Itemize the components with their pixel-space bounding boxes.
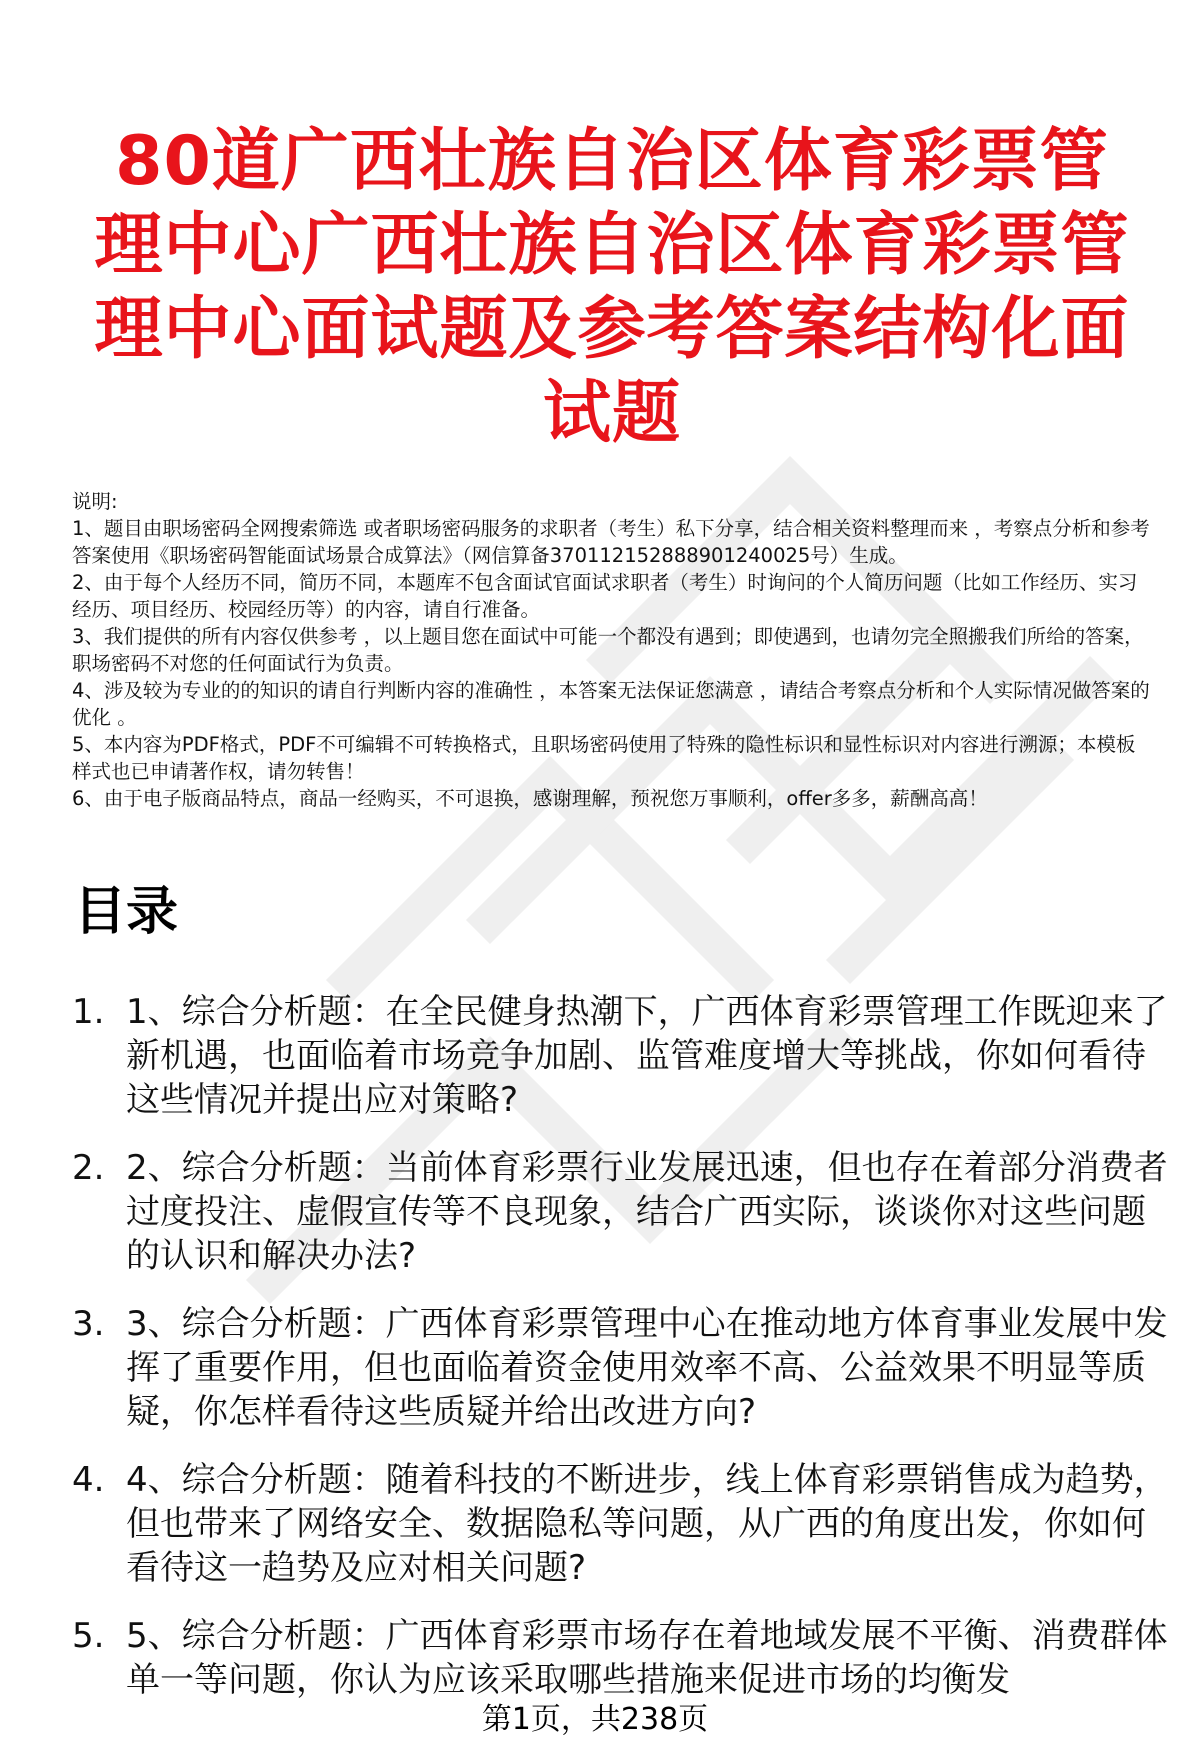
toc-item[interactable] <box>72 1458 1172 1590</box>
toc-item-number: 4. <box>72 1460 105 1500</box>
toc-item-text[interactable]: 5、综合分析题：广西体育彩票市场存在着地域发展不平衡、消费群体单一等问题，你认为应该采取哪些措施来促进市场的均衡发 <box>126 1616 1168 1700</box>
toc-item-text[interactable]: 3、综合分析题：广西体育彩票管理中心在推动地方体育事业发展中发挥了重要作用，但也面临着资金使用效率不高、公益效果不明显等质疑，你怎样看待这些质疑并给出改进方向? <box>126 1304 1168 1432</box>
note-item: 4、涉及较为专业的的知识的请自行判断内容的准确性 ，本答案无法保证您满意 ，请结合考察点分析和个人实际情况做答案的优化 。 <box>72 679 1150 729</box>
note-item: 6、由于电子版商品特点，商品一经购买，不可退换，感谢理解，预祝您万事顺利，offer多多，薪酬高高！ <box>72 787 988 810</box>
page-footer: 第1页，共238页 <box>481 1702 709 1737</box>
note-item: 3、我们提供的所有内容仅供参考 ，以上题目您在面试中可能一个都没有遇到；即使遇到，也请勿完全照搬我们所给的答案，职场密码不对您的任何面试行为负责。 <box>72 625 1144 675</box>
toc-item-number: 5. <box>72 1616 105 1656</box>
toc-item-text[interactable]: 2、综合分析题：当前体育彩票行业发展迅速，但也存在着部分消费者过度投注、虚假宣传等不良现象，结合广西实际，谈谈你对这些问题的认识和解决办法? <box>126 1148 1168 1276</box>
toc-item[interactable] <box>72 1614 1172 1702</box>
note-item: 5、本内容为PDF格式，PDF不可编辑不可转换格式，且职场密码使用了特殊的隐性标识和显性标识对内容进行溯源；本模板样式也已申请著作权，请勿转售！ <box>72 733 1136 783</box>
notes-heading: 说明: <box>72 490 118 513</box>
toc-item[interactable] <box>72 1302 1172 1434</box>
note-item: 1、题目由职场密码全网搜索筛选 或者职场密码服务的求职者（考生）私下分享，结合相关资料整理而来 ，考察点分析和参考答案使用《职场密码智能面试场景合成算法》（网信算备370112152888901240025号）生成。 <box>72 517 1150 567</box>
note-item: 2、由于每个人经历不同，简历不同，本题库不包含面试官面试求职者（考生）时询问的个人简历问题（比如工作经历、实习经历、项目经历、校园经历等）的内容，请自行准备。 <box>72 571 1138 621</box>
toc-item-text[interactable]: 1、综合分析题：在全民健身热潮下，广西体育彩票管理工作既迎来了新机遇，也面临着市场竞争加剧、监管难度增大等挑战，你如何看待这些情况并提出应对策略? <box>126 992 1168 1120</box>
toc-list <box>72 990 1172 1726</box>
toc-item[interactable] <box>72 990 1172 1122</box>
toc-heading: 目录 <box>74 882 179 942</box>
notes-section <box>72 488 1152 812</box>
toc-item-text[interactable]: 4、综合分析题：随着科技的不断进步，线上体育彩票销售成为趋势，但也带来了网络安全、数据隐私等问题，从广西的角度出发，你如何看待这一趋势及应对相关问题? <box>126 1460 1168 1588</box>
toc-item-number: 3. <box>72 1304 105 1344</box>
page-title: 80道广西壮族自治区体育彩票管理中心广西壮族自治区体育彩票管理中心面试题及参考答案结构化面试题 <box>94 122 1130 453</box>
toc-item-number: 1. <box>72 992 105 1032</box>
toc-item[interactable] <box>72 1146 1172 1278</box>
toc-item-number: 2. <box>72 1148 105 1188</box>
